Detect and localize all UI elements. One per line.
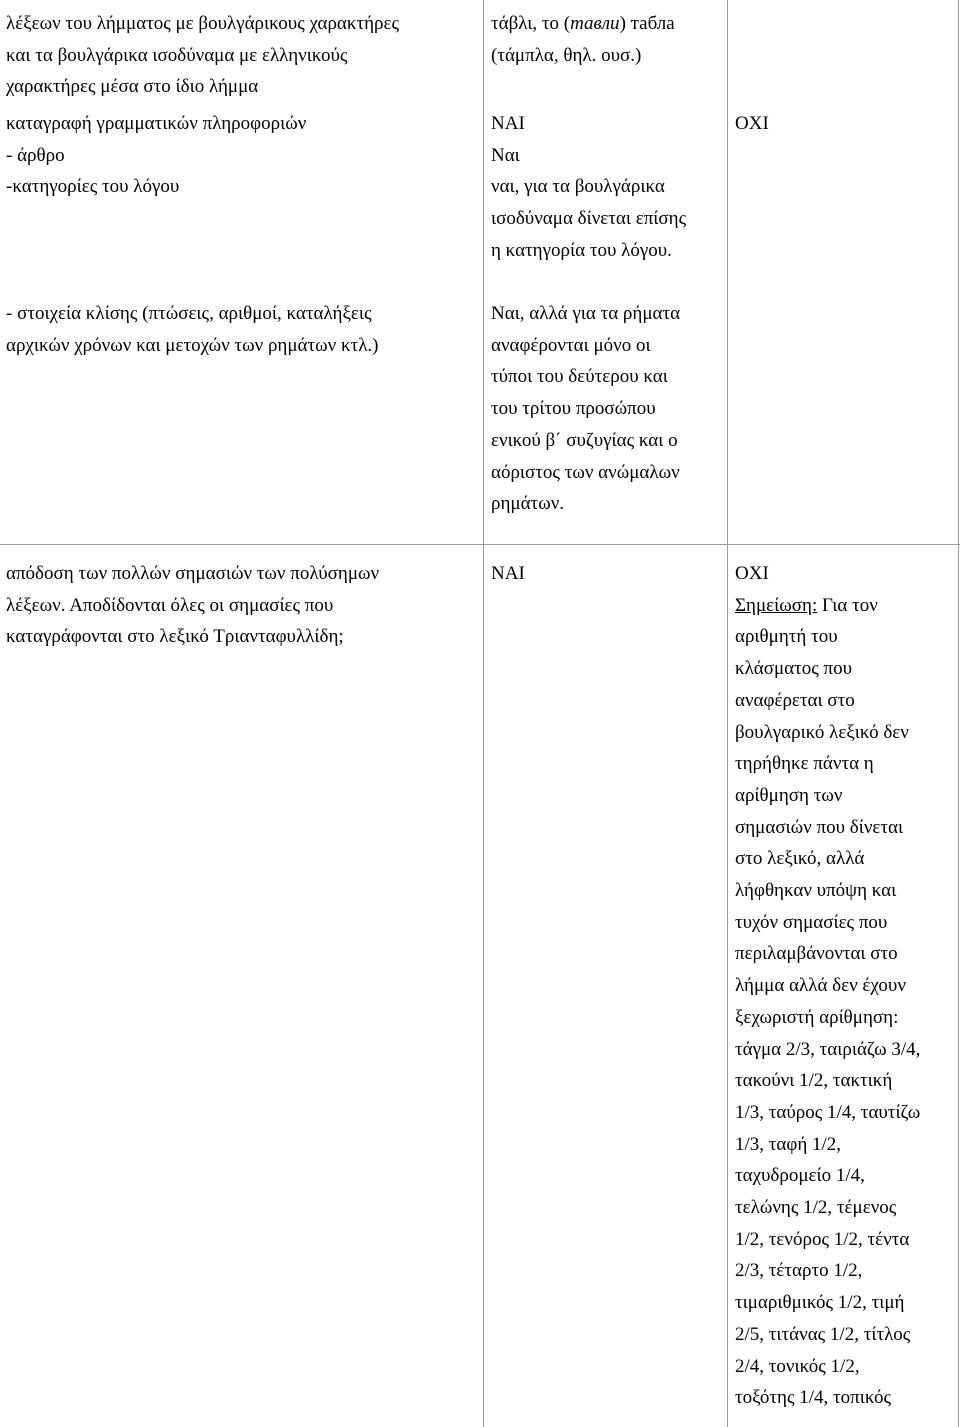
text-line: ΝΑΙ xyxy=(491,113,525,134)
text-line: 2/5, τιτάνας 1/2, τίτλος xyxy=(735,1323,911,1345)
text-line: βουλγαρικό λεξικό δεν xyxy=(735,721,909,743)
text-line: ΝΑΙ xyxy=(491,563,525,584)
text-fragment: ) табла xyxy=(619,13,675,34)
text-line: αρίθμηση των xyxy=(735,784,843,806)
text-line: και τα βουλγάρικα ισοδύναμα με ελληνικούς xyxy=(6,44,348,66)
text-line: 1/3, ταφή 1/2, xyxy=(735,1133,842,1155)
column-divider xyxy=(483,0,484,1427)
row3-col1-cell xyxy=(6,298,482,361)
text-line: αναφέρονται μόνο οι xyxy=(491,334,651,356)
text-line: λέξεων του λήμματος με βουλγάρικους χαρακτήρες xyxy=(6,13,400,34)
note-lines xyxy=(735,621,959,1414)
row1-col2-cell xyxy=(491,8,725,71)
text-line: του τρίτου προσώπου xyxy=(491,398,656,420)
text-line: - στοιχεία κλίσης (πτώσεις, αριθμοί, καταλήξεις xyxy=(6,303,372,324)
text-line: 2/3, τέταρτο 1/2, xyxy=(735,1260,863,1282)
text-line: περιλαμβάνονται στο xyxy=(735,943,898,965)
text-line: λήμμα αλλά δεν έχουν xyxy=(735,975,906,997)
text-line: ναι, για τα βουλγάρικα xyxy=(491,176,665,198)
text-line: ισοδύναμα δίνεται επίσης xyxy=(491,208,687,230)
row1-col1-cell xyxy=(6,8,482,103)
row4-col2-cell xyxy=(491,558,725,590)
text-line: αναφέρεται στο xyxy=(735,689,855,711)
column-divider xyxy=(727,0,728,1427)
text-line: τελώνης 1/2, τέμενος xyxy=(735,1197,897,1219)
text-line: λήφθηκαν υπόψη και xyxy=(735,880,897,902)
text-line: τηρήθηκε πάντα η xyxy=(735,753,874,775)
text-line: λέξεων. Αποδίδονται όλες οι σημασίες που xyxy=(6,594,334,616)
text-line: τυχόν σημασίες που xyxy=(735,911,888,933)
text-line: τύποι του δεύτερου και xyxy=(491,366,668,388)
row4-col1-cell xyxy=(6,558,482,653)
text-line: η κατηγορία του λόγου. xyxy=(491,239,672,261)
text-line: απόδοση των πολλών σημασιών των πολύσημων xyxy=(6,563,380,584)
text-line: τοξότης 1/4, τοπικός xyxy=(735,1387,892,1409)
text-line: καταγραφή γραμματικών πληροφοριών xyxy=(6,113,307,134)
text-line xyxy=(491,8,725,40)
text-line: ΟΧΙ xyxy=(735,113,769,134)
row2-col1-cell xyxy=(6,108,482,203)
text-line: 1/3, ταύρος 1/4, ταυτίζω xyxy=(735,1101,921,1123)
row4-col3-cell xyxy=(735,558,959,1414)
text-line: στο λεξικό, αλλά xyxy=(735,848,865,870)
text-line: τιμαριθμικός 1/2, τιμή xyxy=(735,1292,905,1314)
text-line: Ναι xyxy=(491,144,520,166)
text-line: Ναι, αλλά για τα ρήματα xyxy=(491,303,681,324)
text-fragment: Για τον xyxy=(817,594,878,616)
text-line: αρχικών χρόνων και μετοχών των ρημάτων κτλ.) xyxy=(6,334,379,356)
text-line: χαρακτήρες μέσα στο ίδιο λήμμα xyxy=(6,76,259,98)
text-line: -κατηγορίες του λόγου xyxy=(6,176,180,198)
text-line: ταχυδρομείο 1/4, xyxy=(735,1165,865,1187)
text-line: ΟΧΙ xyxy=(735,563,769,584)
note-label: Σημείωση: xyxy=(735,594,818,616)
text-line: καταγράφονται στο λεξικό Τριανταφυλλίδη; xyxy=(6,626,344,648)
row3-col2-cell xyxy=(491,298,725,520)
text-line: σημασιών που δίνεται xyxy=(735,816,904,838)
text-line: αριθμητή του xyxy=(735,626,838,648)
text-line: αόριστος των ανώμαλων xyxy=(491,461,680,483)
text-line: (τάμπλα, θηλ. ουσ.) xyxy=(491,44,642,66)
text-line: 2/4, τονικός 1/2, xyxy=(735,1355,860,1377)
row2-col3-cell xyxy=(735,108,959,140)
text-line: κλάσματος που xyxy=(735,658,853,680)
italic-bulgarian-word: тавли xyxy=(570,13,620,34)
row2-col2-cell xyxy=(491,108,725,267)
row-divider xyxy=(0,544,960,545)
text-line: τακούνι 1/2, τακτική xyxy=(735,1070,893,1092)
text-line: ενικού β΄ συζυγίας και ο xyxy=(491,429,678,451)
text-fragment: τάβλι, το ( xyxy=(491,13,571,34)
text-line: ξεχωριστή αρίθμηση: xyxy=(735,1006,899,1028)
note-line xyxy=(735,590,959,622)
text-line: - άρθρο xyxy=(6,144,65,166)
text-line: 1/2, τενόρος 1/2, τέντα xyxy=(735,1228,910,1250)
text-line: τάγμα 2/3, ταιριάζω 3/4, xyxy=(735,1038,921,1060)
text-line: ρημάτων. xyxy=(491,493,565,515)
